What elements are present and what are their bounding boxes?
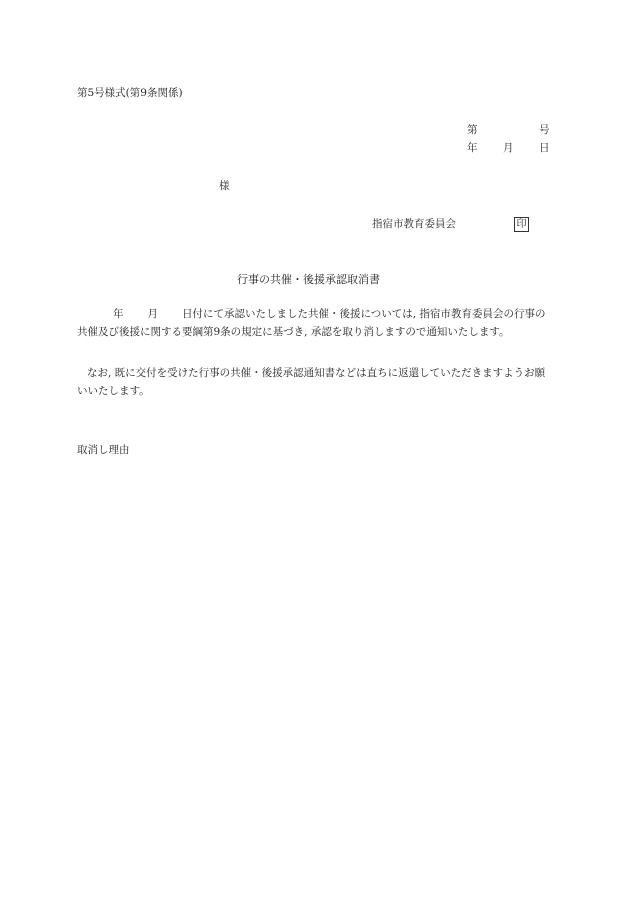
seal-icon: 印 — [514, 217, 529, 232]
para1-year: 年 — [113, 308, 124, 320]
reason-label: 取消し理由 — [77, 444, 130, 456]
body-paragraph-2: なお, 既に交付を受けた行事の共催・後援承認通知書などは直ちに返還していただきますようお願いいたします。 — [77, 367, 546, 397]
para1-text: 日付にて承認いたしました共催・後援については, 指宿市教育委員会の行事の共催及び後援に関する要綱第9条の規定に基づき, 承認を取り消しますので通知いたします。 — [77, 308, 546, 338]
document-number-suffix: 号 — [539, 124, 550, 136]
body-paragraph-1 — [77, 306, 553, 341]
date-year: 年 — [467, 142, 478, 154]
addressee-honorific: 様 — [219, 180, 230, 192]
para1-month: 月 — [147, 308, 158, 320]
date-month: 月 — [503, 142, 514, 154]
seal-mark — [514, 217, 529, 232]
issuer-name: 指宿市教育委員会 — [372, 218, 456, 230]
date-day: 日 — [539, 142, 550, 154]
form-label: 第5号様式(第9条関係) — [77, 87, 183, 99]
document-number-prefix: 第 — [467, 124, 478, 136]
document-title: 行事の共催・後援承認取消書 — [237, 273, 380, 286]
